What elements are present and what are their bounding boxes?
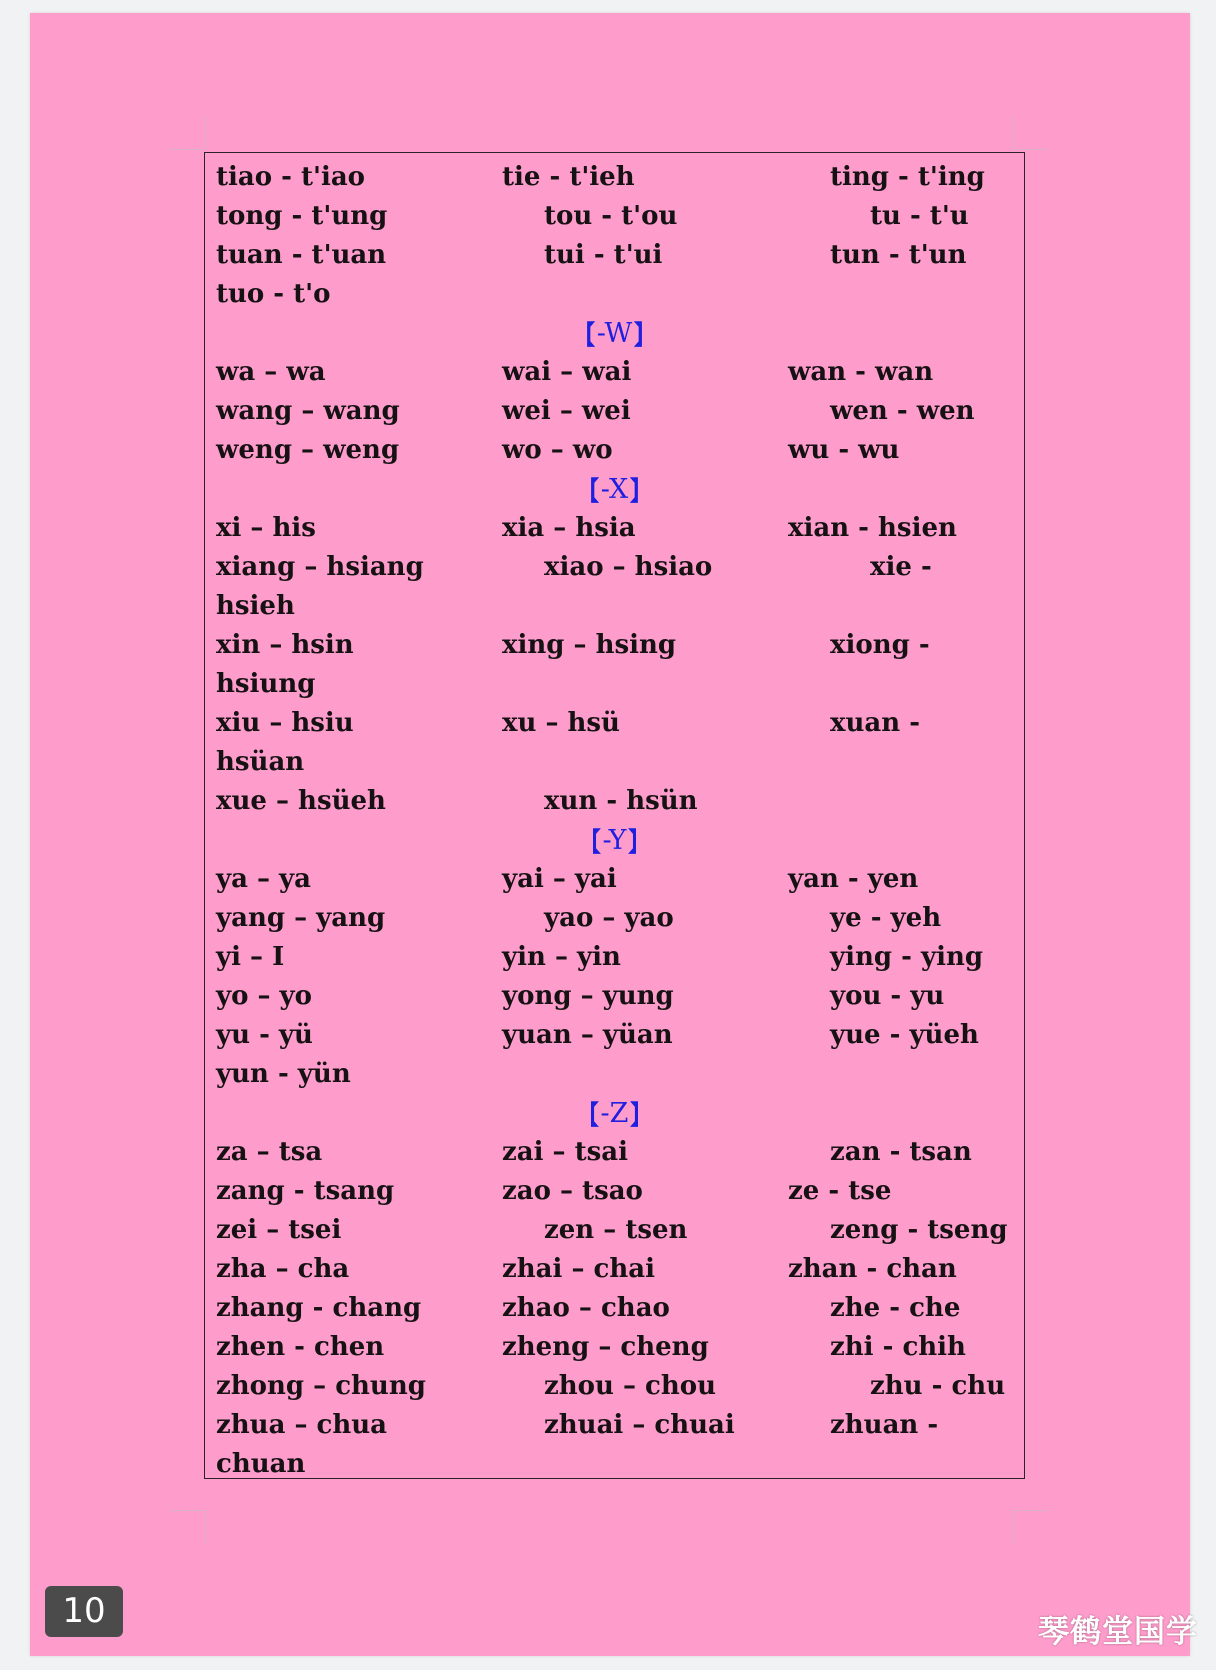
romanization-entry: yong – yung [502, 981, 674, 1011]
romanization-entry: zai – tsai [502, 1137, 628, 1167]
crop-mark-top-right [1013, 149, 1048, 150]
romanization-entry: yai – yai [502, 864, 617, 894]
romanization-entry: hsieh [216, 591, 295, 621]
romanization-entry: zhao – chao [502, 1293, 670, 1323]
section-heading-z [204, 1094, 1025, 1133]
crop-mark-bottom-right [1013, 1510, 1014, 1544]
table-row [204, 704, 1025, 743]
table-row [204, 1328, 1025, 1367]
right-bracket-icon [628, 1101, 642, 1127]
romanization-entry: hsiung [216, 669, 316, 699]
romanization-entry: yuan – yüan [502, 1020, 673, 1050]
romanization-entry: tiao - t'iao [216, 162, 366, 192]
romanization-entry: xing – hsing [502, 630, 677, 660]
romanization-entry: zei – tsei [216, 1215, 342, 1245]
table-row [204, 1055, 1025, 1094]
table-row [204, 977, 1025, 1016]
romanization-entry: wa – wa [216, 357, 326, 387]
section-heading-y [204, 821, 1025, 860]
table-row [204, 1406, 1025, 1445]
table-row [204, 587, 1025, 626]
table-row [204, 158, 1025, 197]
table-row [204, 782, 1025, 821]
section-heading-label: -Y [589, 825, 640, 856]
romanization-entry: zhai – chai [502, 1254, 655, 1284]
romanization-table [204, 158, 1025, 1484]
crop-mark-top-right [1013, 115, 1014, 149]
table-row [204, 236, 1025, 275]
romanization-entry: zha – cha [216, 1254, 350, 1284]
section-heading-label: -W [583, 318, 645, 349]
romanization-entry: you - yu [830, 981, 945, 1011]
romanization-entry: yu - yü [216, 1020, 313, 1050]
table-row [204, 275, 1025, 314]
romanization-entry: zhe - che [830, 1293, 961, 1323]
romanization-entry: xian - hsien [788, 513, 957, 543]
crop-mark-top-left [170, 149, 204, 150]
romanization-entry: zhu - chu [870, 1371, 1006, 1401]
page-number-badge [45, 1586, 123, 1637]
romanization-entry: tou - t'ou [544, 201, 678, 231]
romanization-entry: yan - yen [788, 864, 919, 894]
romanization-entry: hsüan [216, 747, 305, 777]
page-number: 10 [62, 1591, 106, 1631]
romanization-entry: zeng - tseng [830, 1215, 1008, 1245]
left-bracket-icon [589, 828, 603, 854]
romanization-entry: wang – wang [216, 396, 400, 426]
section-heading-label: -Z [587, 1098, 642, 1129]
romanization-entry: zang - tsang [216, 1176, 395, 1206]
table-row [204, 1133, 1025, 1172]
romanization-entry: zan - tsan [830, 1137, 972, 1167]
romanization-entry: yo – yo [216, 981, 313, 1011]
romanization-entry: xin – hsin [216, 630, 354, 660]
table-row [204, 743, 1025, 782]
romanization-entry: zhua – chua [216, 1410, 388, 1440]
table-row [204, 509, 1025, 548]
romanization-entry: zao – tsao [502, 1176, 643, 1206]
right-bracket-icon [626, 828, 640, 854]
right-bracket-icon [632, 321, 646, 347]
crop-mark-bottom-left [170, 1510, 204, 1511]
romanization-entry: zhan - chan [788, 1254, 957, 1284]
romanization-entry: yue - yüeh [830, 1020, 979, 1050]
romanization-entry: wai – wai [502, 357, 632, 387]
table-row [204, 1289, 1025, 1328]
romanization-entry: xiu – hsiu [216, 708, 354, 738]
right-bracket-icon [628, 477, 642, 503]
romanization-entry: xi – his [216, 513, 316, 543]
romanization-entry: ting - t'ing [830, 162, 985, 192]
romanization-entry: zheng – cheng [502, 1332, 709, 1362]
romanization-entry: xie - [870, 552, 932, 582]
left-bracket-icon [583, 321, 597, 347]
crop-mark-bottom-right [1013, 1510, 1048, 1511]
table-row [204, 353, 1025, 392]
romanization-entry: wu - wu [788, 435, 900, 465]
romanization-entry: zhi - chih [830, 1332, 966, 1362]
romanization-entry: yin – yin [502, 942, 621, 972]
crop-mark-top-left [204, 115, 205, 149]
romanization-entry: weng – weng [216, 435, 400, 465]
romanization-entry: xuan - [830, 708, 920, 738]
table-row [204, 938, 1025, 977]
table-row [204, 1172, 1025, 1211]
left-bracket-icon [587, 1101, 601, 1127]
romanization-entry: zhong – chung [216, 1371, 426, 1401]
table-row [204, 1445, 1025, 1484]
table-row [204, 197, 1025, 236]
romanization-entry: tun - t'un [830, 240, 967, 270]
romanization-entry: xun - hsün [544, 786, 698, 816]
romanization-entry: yao – yao [544, 903, 674, 933]
romanization-entry: ya – ya [216, 864, 312, 894]
romanization-entry: zhen - chen [216, 1332, 385, 1362]
romanization-entry: xue – hsüeh [216, 786, 386, 816]
romanization-entry: tuan - t'uan [216, 240, 387, 270]
table-row [204, 665, 1025, 704]
romanization-entry: tie - t'ieh [502, 162, 635, 192]
table-row [204, 1016, 1025, 1055]
romanization-entry: zhuai – chuai [544, 1410, 735, 1440]
romanization-entry: xiang – hsiang [216, 552, 424, 582]
romanization-entry: xiong - [830, 630, 930, 660]
romanization-entry: wo – wo [502, 435, 613, 465]
romanization-entry: tui - t'ui [544, 240, 663, 270]
romanization-entry: zen – tsen [544, 1215, 688, 1245]
romanization-entry: yun - yün [216, 1059, 351, 1089]
section-heading-x [204, 470, 1025, 509]
section-heading-w [204, 314, 1025, 353]
romanization-entry: xu – hsü [502, 708, 620, 738]
section-heading-label: -X [587, 474, 641, 505]
romanization-entry: ying - ying [830, 942, 984, 972]
table-row [204, 548, 1025, 587]
table-row [204, 860, 1025, 899]
table-row [204, 431, 1025, 470]
romanization-entry: tu - t'u [870, 201, 969, 231]
table-row [204, 392, 1025, 431]
romanization-entry: tuo - t'o [216, 279, 331, 309]
romanization-entry: chuan [216, 1449, 306, 1479]
crop-mark-bottom-left [204, 1510, 205, 1544]
romanization-entry: zhang - chang [216, 1293, 422, 1323]
table-row [204, 626, 1025, 665]
table-row [204, 1211, 1025, 1250]
romanization-entry: za – tsa [216, 1137, 323, 1167]
romanization-entry: zhou – chou [544, 1371, 716, 1401]
romanization-entry: yang – yang [216, 903, 386, 933]
romanization-entry: wei – wei [502, 396, 631, 426]
romanization-entry: xia – hsia [502, 513, 636, 543]
romanization-entry: tong - t'ung [216, 201, 388, 231]
watermark: 琴鹤堂国学 [1038, 1614, 1198, 1650]
table-row [204, 899, 1025, 938]
romanization-entry: ye - yeh [830, 903, 942, 933]
table-row [204, 1367, 1025, 1406]
romanization-entry: zhuan - [830, 1410, 939, 1440]
table-row [204, 1250, 1025, 1289]
romanization-entry: ze - tse [788, 1176, 892, 1206]
romanization-entry: wan - wan [788, 357, 934, 387]
romanization-entry: yi – I [216, 942, 285, 972]
romanization-entry: xiao – hsiao [544, 552, 713, 582]
romanization-entry: wen - wen [830, 396, 975, 426]
left-bracket-icon [587, 477, 601, 503]
